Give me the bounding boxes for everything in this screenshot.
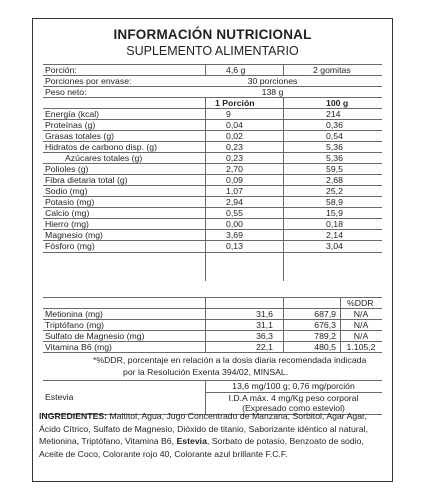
sweetener-ida-line-2: (Expresado como esteviol) bbox=[242, 403, 345, 413]
nutrient-name: Grasas totales (g) bbox=[45, 131, 115, 141]
nutrient-name: Fibra dietaria total (g) bbox=[45, 175, 128, 185]
column-divider bbox=[205, 97, 206, 281]
row-divider bbox=[205, 392, 382, 393]
nutrient-name: Sodio (mg) bbox=[45, 186, 88, 196]
column-divider bbox=[283, 97, 284, 281]
nutrient-name: Proteínas (g) bbox=[45, 120, 96, 130]
ingredients-line-2: Ácido Cítrico, Sulfato de Magnesio, Dióxido de titanio, Saborizante idéntico al natural, bbox=[39, 423, 368, 434]
nutrient-portion-value: 0,09 bbox=[226, 175, 243, 185]
nutrient-portion-value: 2,94 bbox=[226, 197, 243, 207]
nutrient-portion-value: 1,07 bbox=[226, 186, 243, 196]
active-name: Sulfato de Magnesio (mg) bbox=[45, 331, 145, 341]
nutrient-100g-value: 2,14 bbox=[326, 230, 343, 240]
sweetener-name: Estevia bbox=[45, 392, 74, 402]
active-portion-value: 36,3 bbox=[256, 331, 273, 341]
nutrient-portion-value: 0,23 bbox=[226, 153, 243, 163]
nutrient-100g-value: 15,9 bbox=[326, 208, 343, 218]
nutrient-portion-value: 2,70 bbox=[226, 164, 243, 174]
column-divider bbox=[340, 297, 341, 352]
column-divider bbox=[283, 64, 284, 75]
sweetener-amount: 13,6 mg/100 g; 0,76 mg/porción bbox=[232, 381, 355, 391]
nutrient-portion-value: 0,00 bbox=[226, 219, 243, 229]
ingredients-label: INGREDIENTES: bbox=[39, 411, 108, 421]
active-name: Vitamina B6 (mg) bbox=[45, 342, 112, 352]
nutrient-100g-value: 214 bbox=[326, 109, 341, 119]
nutrient-100g-value: 5,36 bbox=[326, 153, 343, 163]
nutrient-name: Hidratos de carbono disp. (g) bbox=[45, 142, 158, 152]
active-ddr-value: N/A bbox=[353, 309, 369, 319]
active-100g-value: 676,3 bbox=[314, 320, 336, 330]
nutrient-100g-value: 25,2 bbox=[326, 186, 343, 196]
nutrient-row bbox=[43, 240, 382, 253]
active-name: Triptófano (mg) bbox=[45, 320, 105, 330]
ingredients-line-3c: , Sorbato de potasio, Benzoato de sodio, bbox=[206, 436, 364, 446]
label-title: INFORMACIÓN NUTRICIONAL bbox=[113, 27, 312, 42]
column-divider bbox=[283, 297, 284, 352]
portion-value: 4,6 g bbox=[226, 65, 246, 75]
nutrient-100g-value: 0,54 bbox=[326, 131, 343, 141]
nutrient-100g-value: 2,68 bbox=[326, 175, 343, 185]
nutrient-portion-value: 0,04 bbox=[226, 120, 243, 130]
active-portion-value: 31,1 bbox=[256, 320, 273, 330]
active-ddr-value: 1.105,2 bbox=[346, 342, 376, 352]
active-portion-value: 31,6 bbox=[256, 309, 273, 319]
nutrient-100g-value: 0,18 bbox=[326, 219, 343, 229]
footnote-row bbox=[43, 352, 382, 381]
net-weight-label: Peso neto: bbox=[45, 87, 87, 97]
column-divider bbox=[205, 64, 206, 75]
column-divider bbox=[205, 297, 206, 352]
active-ddr-value: N/A bbox=[353, 320, 369, 330]
nutrient-name: Azúcares totales (g) bbox=[65, 153, 143, 163]
nutrient-portion-value: 0,23 bbox=[226, 142, 243, 152]
nutrient-portion-value: 0,13 bbox=[226, 241, 243, 251]
servings-per-pack-value: 30 porciones bbox=[247, 76, 298, 86]
nutrient-portion-value: 3,69 bbox=[226, 230, 243, 240]
col-header-ddr: %DDR bbox=[347, 298, 374, 308]
active-100g-value: 480,5 bbox=[314, 342, 336, 352]
active-ddr-value: N/A bbox=[353, 331, 369, 341]
nutrient-portion-value: 0,55 bbox=[226, 208, 243, 218]
active-name: Metionina (mg) bbox=[45, 309, 103, 319]
portion-units: 2 gomitas bbox=[313, 65, 351, 75]
nutrient-name: Polioles (g) bbox=[45, 164, 89, 174]
footnote-line-2: por la Resolución Exenta 394/02, MINSAL. bbox=[123, 367, 289, 377]
servings-per-pack-label: Porciones por envase: bbox=[45, 76, 132, 86]
nutrition-label bbox=[32, 18, 393, 482]
nutrient-100g-value: 0,36 bbox=[326, 120, 343, 130]
active-100g-value: 687,9 bbox=[314, 309, 336, 319]
nutrient-name: Fósforo (mg) bbox=[45, 241, 95, 251]
nutrient-name: Hierro (mg) bbox=[45, 219, 89, 229]
nutrient-name: Calcio (mg) bbox=[45, 208, 90, 218]
nutrient-100g-value: 5,36 bbox=[326, 142, 343, 152]
ingredients-line-3a: Metionina, Triptófano, Vitamina B6, bbox=[39, 436, 177, 446]
ingredients-stevia: Estevia bbox=[176, 436, 207, 446]
nutrient-name: Energía (kcal) bbox=[45, 109, 100, 119]
ingredients-line-4: Aceite de Coco, Colorante rojo 40, Colorante azul brillante F.C.F. bbox=[39, 448, 288, 459]
nutrient-100g-value: 59,5 bbox=[326, 164, 343, 174]
net-weight-value: 138 g bbox=[261, 87, 284, 97]
sweetener-ida-line-1: I.D.A máx. 4 mg/Kg peso corporal bbox=[228, 393, 359, 403]
footnote-line-1: *%DDR, porcentaje en relación a la dosis diaria recomendada indicada bbox=[93, 355, 367, 365]
nutrient-portion-value: 9 bbox=[226, 109, 231, 119]
portion-label: Porción: bbox=[45, 65, 77, 75]
ingredients bbox=[39, 410, 388, 460]
nutrient-portion-value: 0,02 bbox=[226, 131, 243, 141]
nutrient-name: Potasio (mg) bbox=[45, 197, 95, 207]
col-header-100g: 100 g bbox=[326, 98, 349, 108]
nutrient-100g-value: 3,04 bbox=[326, 241, 343, 251]
active-100g-value: 789,2 bbox=[314, 331, 336, 341]
nutrient-name: Magnesio (mg) bbox=[45, 230, 103, 240]
ingredients-line-1: Maltitol, Agua, Jugo Concentrado de Manzana, Sorbitol, Agar Agar, bbox=[107, 411, 367, 421]
active-portion-value: 22,1 bbox=[256, 342, 273, 352]
label-subtitle: SUPLEMENTO ALIMENTARIO bbox=[126, 44, 299, 58]
nutrient-100g-value: 58,9 bbox=[326, 197, 343, 207]
col-header-portion: 1 Porción bbox=[215, 98, 255, 108]
